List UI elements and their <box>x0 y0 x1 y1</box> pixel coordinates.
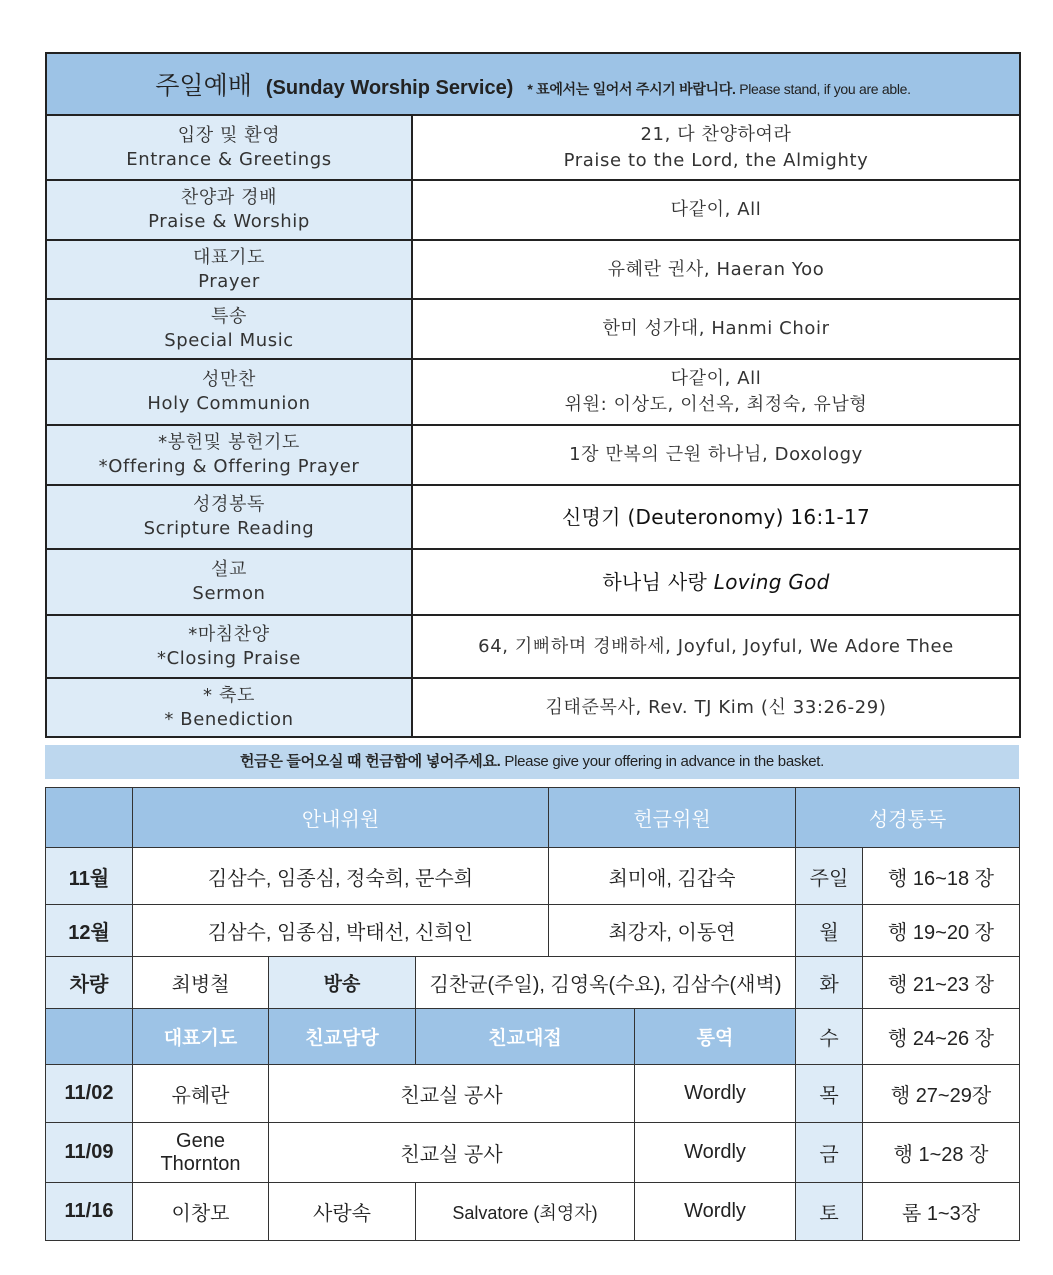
interpret-header: 통역 <box>635 1009 796 1065</box>
worship-row-prayer <box>46 240 1020 299</box>
blank-subheader-cell <box>46 1009 133 1065</box>
offering-names: 최강자, 이동연 <box>549 905 796 957</box>
prayer-name <box>133 1123 269 1183</box>
worship-item-detail: 김태준목사, Rev. TJ Kim (신 33:26-29) <box>412 678 1020 737</box>
date-label: 11/09 <box>46 1123 133 1183</box>
prayer-name-line-1: Gene <box>176 1129 225 1152</box>
item-en: Praise & Worship <box>148 211 310 232</box>
broadcast-label: 방송 <box>269 957 416 1009</box>
detail-line-1: 다같이, All <box>670 368 762 389</box>
worship-item-detail: 다같이, All <box>412 180 1020 240</box>
reading-day: 금 <box>796 1123 863 1183</box>
hospitality-header: 친교대접 <box>416 1009 635 1065</box>
reading-day: 토 <box>796 1183 863 1241</box>
fellowship-header: 친교담당 <box>269 1009 416 1065</box>
item-ko: * 축도 <box>203 684 255 706</box>
reading-day: 주일 <box>796 848 863 905</box>
item-en: Sermon <box>192 583 266 604</box>
item-en: Holy Communion <box>147 393 311 414</box>
item-ko: 성경봉독 <box>193 494 265 515</box>
worship-item-label <box>46 485 412 549</box>
vehicle-name: 최병철 <box>133 957 269 1009</box>
banner-ko: 헌금은 들어오실 때 헌금함에 넣어주세요. <box>239 753 501 770</box>
fellowship-name: 사랑속 <box>269 1183 416 1241</box>
prayer-header: 대표기도 <box>133 1009 269 1065</box>
worship-item-detail: 1장 만복의 근원 하나님, Doxology <box>412 425 1020 485</box>
broadcast-names: 김찬균(주일), 김영옥(수요), 김삼수(새벽) <box>416 957 796 1009</box>
item-ko: 찬양과 경배 <box>180 187 278 208</box>
item-en: *Closing Praise <box>157 647 301 669</box>
item-ko: 대표기도 <box>193 246 265 268</box>
reading-day: 수 <box>796 1009 863 1065</box>
reading-text: 행 27~29장 <box>863 1065 1020 1123</box>
reading-day: 목 <box>796 1065 863 1123</box>
ushers-names: 김삼수, 임종심, 박태선, 신희인 <box>133 905 549 957</box>
item-en: *Offering & Offering Prayer <box>98 456 360 477</box>
staff-subheader-row <box>46 1009 1020 1065</box>
item-en: Prayer <box>198 270 260 292</box>
banner-en: Please give your offering in advance in the basket. <box>504 753 825 770</box>
interpret-name: Wordly <box>635 1183 796 1241</box>
item-ko: 입장 및 환영 <box>177 124 281 146</box>
worship-item-label <box>46 359 412 425</box>
reading-text: 행 24~26 장 <box>863 1009 1020 1065</box>
reading-text: 행 16~18 장 <box>863 848 1020 905</box>
worship-item-label <box>46 180 412 240</box>
ushers-names: 김삼수, 임종심, 정숙희, 문수희 <box>133 848 549 905</box>
detail-line-1: 21, 다 찬양하여라 <box>640 123 792 145</box>
prayer-name-line-2: Thornton <box>160 1152 241 1175</box>
item-ko: 설교 <box>211 559 247 580</box>
vehicle-label: 차량 <box>46 957 133 1009</box>
worship-item-detail: 신명기 (Deuteronomy) 16:1-17 <box>412 485 1020 549</box>
worship-row-benediction <box>46 678 1020 737</box>
reading-text: 행 1~28 장 <box>863 1123 1020 1183</box>
reading-text: 행 19~20 장 <box>863 905 1020 957</box>
hospitality-name: Salvatore (최영자) <box>416 1183 635 1241</box>
stand-note-ko: * 표에서는 일어서 주시기 바랍니다. <box>527 81 736 97</box>
worship-item-detail: 64, 기뻐하며 경배하세, Joyful, Joyful, We Adore Thee <box>412 615 1020 678</box>
worship-item-label <box>46 549 412 615</box>
worship-item-detail <box>412 549 1020 615</box>
worship-item-detail: 유혜란 권사, Haeran Yoo <box>412 240 1020 299</box>
item-ko: *마침찬양 <box>188 623 270 645</box>
staff-row-1109 <box>46 1123 1020 1183</box>
worship-header <box>46 53 1020 115</box>
detail-line-2: 위원: 이상도, 이선옥, 최정숙, 유남형 <box>564 394 868 415</box>
month-label: 12월 <box>46 905 133 957</box>
date-label: 11/16 <box>46 1183 133 1241</box>
worship-header-row <box>46 53 1020 115</box>
staff-row-vehicle <box>46 957 1020 1009</box>
prayer-name: 유혜란 <box>133 1065 269 1123</box>
fellowship-note: 친교실 공사 <box>269 1123 635 1183</box>
item-ko: *봉헌및 봉헌기도 <box>158 432 300 453</box>
offering-names: 최미애, 김갑숙 <box>549 848 796 905</box>
date-label: 11/02 <box>46 1065 133 1123</box>
staff-row-1116 <box>46 1183 1020 1241</box>
worship-row-entrance <box>46 115 1020 180</box>
sermon-title-ko: 하나님 사랑 <box>602 570 708 594</box>
worship-row-offering <box>46 425 1020 485</box>
worship-item-label <box>46 678 412 737</box>
fellowship-note: 친교실 공사 <box>269 1065 635 1123</box>
worship-item-label <box>46 425 412 485</box>
worship-title-en: (Sunday Worship Service) <box>265 77 514 99</box>
interpret-name: Wordly <box>635 1065 796 1123</box>
worship-item-label <box>46 240 412 299</box>
blank-header-cell <box>46 788 133 848</box>
prayer-name: 이창모 <box>133 1183 269 1241</box>
staff-row-nov <box>46 848 1020 905</box>
interpret-name: Wordly <box>635 1123 796 1183</box>
worship-row-special-music <box>46 299 1020 359</box>
worship-item-label <box>46 615 412 678</box>
staff-schedule-table <box>45 787 1020 1241</box>
reading-day: 화 <box>796 957 863 1009</box>
item-en: Entrance & Greetings <box>126 148 332 170</box>
item-en: Special Music <box>164 330 294 351</box>
offering-banner <box>45 745 1019 779</box>
sermon-title-en: Loving God <box>713 570 830 594</box>
worship-title-ko: 주일예배 <box>155 71 252 100</box>
reading-day: 월 <box>796 905 863 957</box>
worship-item-label <box>46 299 412 359</box>
item-ko: 성만찬 <box>202 369 256 390</box>
worship-row-scripture <box>46 485 1020 549</box>
item-en: Scripture Reading <box>143 518 315 539</box>
item-ko: 특송 <box>211 306 247 327</box>
worship-row-sermon <box>46 549 1020 615</box>
worship-item-detail: 한미 성가대, Hanmi Choir <box>412 299 1020 359</box>
stand-note <box>527 81 910 97</box>
month-label: 11월 <box>46 848 133 905</box>
ushers-header: 안내위원 <box>133 788 549 848</box>
stand-note-en: Please stand, if you are able. <box>739 81 911 97</box>
staff-row-1102 <box>46 1065 1020 1123</box>
worship-item-detail <box>412 359 1020 425</box>
detail-line-2: Praise to the Lord, the Almighty <box>563 149 869 171</box>
worship-row-praise <box>46 180 1020 240</box>
worship-item-label <box>46 115 412 180</box>
staff-header-row <box>46 788 1020 848</box>
worship-row-closing <box>46 615 1020 678</box>
reading-text: 롬 1~3장 <box>863 1183 1020 1241</box>
item-en: * Benediction <box>164 708 294 730</box>
worship-order-table <box>45 52 1021 738</box>
staff-row-dec <box>46 905 1020 957</box>
reading-text: 행 21~23 장 <box>863 957 1020 1009</box>
worship-row-communion <box>46 359 1020 425</box>
worship-item-detail <box>412 115 1020 180</box>
reading-header: 성경통독 <box>796 788 1020 848</box>
offering-header: 헌금위원 <box>549 788 796 848</box>
